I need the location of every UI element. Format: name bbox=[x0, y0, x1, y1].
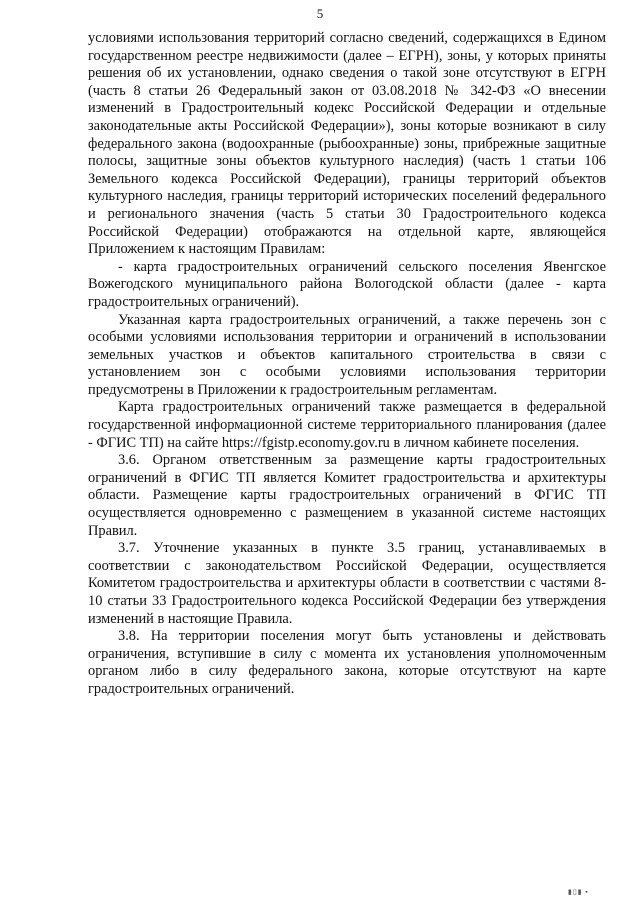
page-number: 5 bbox=[316, 6, 324, 21]
scan-mark-decoration: ▮▯▮ ▪ bbox=[568, 888, 589, 896]
paragraph-map-annex: Указанная карта градостроительных ограничений, а также перечень зон с особыми условиями использования территории и ограничений в использовании земельных участков и объектов капитального строительства в связи с установлением зон с особыми условиями использования территории предусмотрены в Приложении к градостроительным регламентам. bbox=[88, 311, 606, 398]
document-body bbox=[88, 30, 606, 699]
paragraph-restrictions-map-item: - карта градостроительных ограничений сельского поселения Явенгское Вожегодского муниципального района Вологодской области (далее - карта градостроительных ограничений). bbox=[88, 258, 606, 310]
paragraph-3-6: 3.6. Органом ответственным за размещение карты градостроительных ограничений в ФГИС ТП является Комитет градостроительства и архитектуры области. Размещение карты градостроительных ограничений в ФГИС ТП осуществляется одновременно с размещением в указанной системе настоящих Правил. bbox=[88, 452, 606, 539]
paragraph-3-7: 3.7. Уточнение указанных в пункте 3.5 границ, устанавливаемых в соответствии с законодательством Российской Федерации, осуществляется Комитетом градостроительства и архитектуры области в соответствии с частями 8-10 статьи 33 Градостроительного кодекса Российской Федерации без утверждения изменений в настоящие Правила. bbox=[88, 540, 606, 627]
paragraph-zones-continuation: условиями использования территорий согласно сведений, содержащихся в Едином государственном реестре недвижимости (далее – ЕГРН), зоны, у которых приняты решения об их установлении, однако сведения о такой зоне отсутствуют в ЕГРН (часть 8 статьи 26 Федеральный закон от 03.08.2018 № 342-ФЗ «О внесении изменений в Градостроительный кодекс Российской Федерации и отдельные законодательные акты Российской Федерации»), зоны которые возникают в силу федерального закона (водоохранные (рыбоохранные) зоны, прибрежные защитные полосы, защитные зоны объектов культурного наследия) (часть 1 статьи 106 Земельного кодекса Российской Федерации), границы территорий объектов культурного наследия, границы территорий исторических поселений федерального и регионального значения (часть 5 статьи 30 Градостроительного кодекса Российской Федерации) отображаются на отдельной карте, являющейся Приложением к настоящим Правилам: bbox=[88, 30, 606, 258]
paragraph-fgis-placement: Карта градостроительных ограничений также размещается в федеральной государственной информационной системе территориального планирования (далее - ФГИС ТП) на сайте https://fgistp.economy.gov.ru в личном кабинете поселения. bbox=[88, 399, 606, 451]
paragraph-3-8: 3.8. На территории поселения могут быть установлены и действовать ограничения, вступившие в силу с момента их установления уполномоченным органом либо в силу федерального закона, которые отсутствуют на карте градостроительных ограничений. bbox=[88, 628, 606, 697]
